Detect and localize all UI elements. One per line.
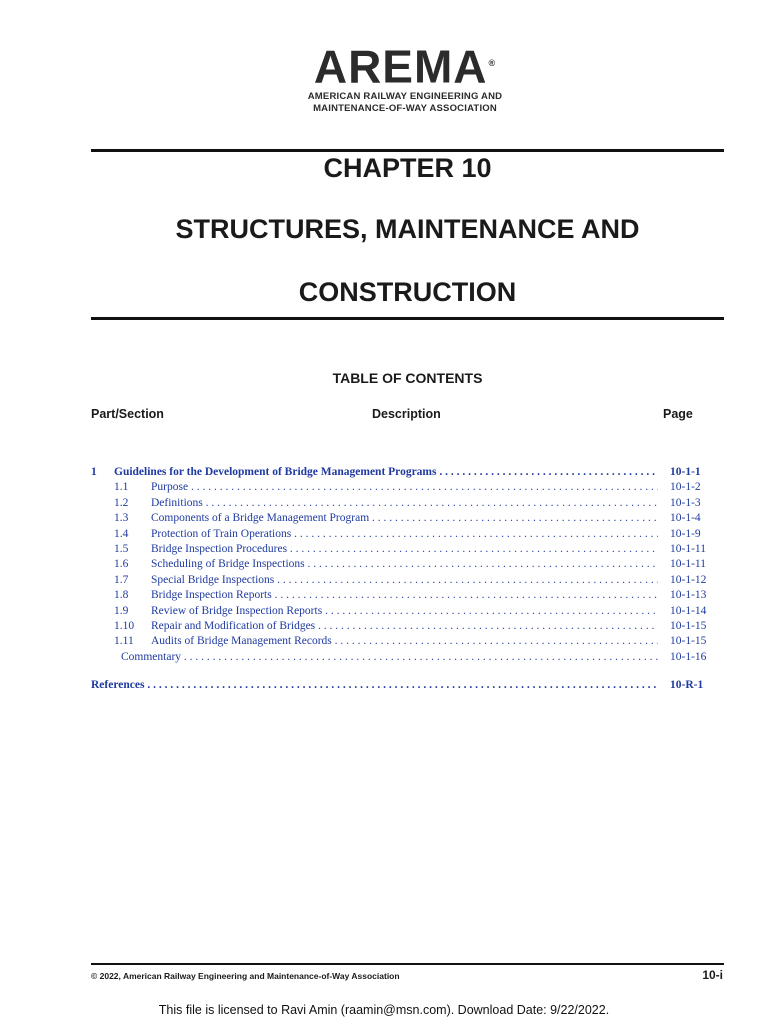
toc-entry-number: 1.9 xyxy=(114,604,129,617)
toc-entry-number: 1.8 xyxy=(114,589,129,602)
toc-entry-title[interactable]: Repair and Modification of Bridges . . . xyxy=(151,620,658,632)
toc-entry-title[interactable]: Audits of Bridge Management Records . . . xyxy=(151,635,658,647)
toc-entry-title[interactable]: Special Bridge Inspections . . . xyxy=(151,574,658,586)
toc-entry-page[interactable]: 10-1-14 xyxy=(670,604,707,617)
footer-rule xyxy=(91,963,724,965)
toc-entry-1-10[interactable] xyxy=(91,620,721,635)
toc-entry-1-11[interactable] xyxy=(91,635,721,650)
toc-entry-page[interactable]: 10-1-1 xyxy=(670,466,701,478)
toc-entry-page[interactable]: 10-1-15 xyxy=(670,635,707,648)
toc-entry-1-8[interactable] xyxy=(91,589,721,604)
logo-subtitle-line2: MAINTENANCE-OF-WAY ASSOCIATION xyxy=(313,103,497,115)
toc-entry-number: 1.6 xyxy=(114,558,129,571)
toc-entry-title[interactable]: References . . . xyxy=(91,679,658,691)
chapter-title-line1: STRUCTURES, MAINTENANCE AND xyxy=(175,214,640,244)
toc-entry-number: 1.1 xyxy=(114,481,129,494)
toc-entry-commentary[interactable] xyxy=(91,651,721,666)
toc-entry-number: 1.5 xyxy=(114,542,129,555)
toc-entry-title[interactable]: Review of Bridge Inspection Reports . . . xyxy=(151,605,658,617)
chapter-title-line2: CONSTRUCTION xyxy=(298,277,517,307)
toc-entry-title[interactable]: Scheduling of Bridge Inspections . . . xyxy=(151,558,658,570)
toc-entry-title[interactable]: Protection of Train Operations . . . xyxy=(151,528,658,540)
toc-entry-number: 1.10 xyxy=(114,619,135,632)
toc-entry-1-7[interactable] xyxy=(91,574,721,589)
logo-wordmark: AREMA xyxy=(313,40,488,93)
toc-entry-page[interactable]: 10-1-13 xyxy=(670,589,707,602)
toc-entry-title[interactable]: Purpose . . . xyxy=(151,481,658,493)
toc-entry-1-9[interactable] xyxy=(91,605,721,620)
header-bottom-rule xyxy=(91,317,724,320)
toc-entry-page[interactable]: 10-R-1 xyxy=(670,679,704,692)
col-header-page: Page xyxy=(663,407,693,421)
toc-list xyxy=(91,466,721,694)
toc-entry-1-1[interactable] xyxy=(91,481,721,496)
toc-entry-1-6[interactable] xyxy=(91,558,721,573)
toc-entry-title[interactable]: Definitions . . . xyxy=(151,497,658,509)
toc-entry-page[interactable]: 10-1-15 xyxy=(670,619,707,632)
toc-entry-1-3[interactable] xyxy=(91,512,721,527)
logo-registered-mark: ® xyxy=(488,58,497,68)
toc-entry-number: 1.4 xyxy=(114,527,129,540)
toc-entry-references[interactable] xyxy=(91,679,721,694)
toc-entry-page[interactable]: 10-1-2 xyxy=(670,481,701,494)
toc-entry-number: 1 xyxy=(91,466,97,478)
col-header-description: Description xyxy=(372,407,441,421)
toc-entry-page[interactable]: 10-1-4 xyxy=(670,512,701,525)
toc-entry-number: 1.3 xyxy=(114,512,129,525)
toc-entry-page[interactable]: 10-1-9 xyxy=(670,527,701,540)
logo-subtitle-line1: AMERICAN RAILWAY ENGINEERING AND xyxy=(307,91,503,103)
toc-entry-1-4[interactable] xyxy=(91,528,721,543)
header-top-rule xyxy=(91,149,724,152)
toc-entry-page[interactable]: 10-1-3 xyxy=(670,496,701,509)
toc-entry-title[interactable]: Components of a Bridge Management Program . . . xyxy=(151,512,658,524)
toc-entry-title[interactable]: Bridge Inspection Procedures . . . xyxy=(151,543,658,555)
toc-entry-page[interactable]: 10-1-11 xyxy=(670,542,706,555)
toc-entry-page[interactable]: 10-1-12 xyxy=(670,573,707,586)
toc-entry-page[interactable]: 10-1-16 xyxy=(670,650,707,663)
toc-entry-title[interactable]: Commentary . . . xyxy=(121,651,658,663)
footer-page-number: 10-i xyxy=(702,968,723,982)
toc-entry-title[interactable]: Bridge Inspection Reports . . . xyxy=(151,589,658,601)
toc-entry-number: 1.7 xyxy=(114,573,129,586)
license-notice: This file is licensed to Ravi Amin (raamin@msn.com). Download Date: 9/22/2022. xyxy=(158,1003,610,1017)
toc-entry-page[interactable]: 10-1-11 xyxy=(670,558,706,571)
toc-heading: TABLE OF CONTENTS xyxy=(332,370,483,386)
toc-entry-number: 1.11 xyxy=(114,635,134,648)
toc-entry-1-2[interactable] xyxy=(91,497,721,512)
col-header-part: Part/Section xyxy=(91,407,164,421)
toc-entry-1[interactable] xyxy=(91,466,721,481)
toc-entry-number: 1.2 xyxy=(114,496,129,509)
toc-entry-title[interactable]: Guidelines for the Development of Bridge Management Programs . . . xyxy=(114,466,658,478)
toc-entry-1-5[interactable] xyxy=(91,543,721,558)
footer-copyright: © 2022, American Railway Engineering and Maintenance-of-Way Association xyxy=(91,971,400,981)
arema-logo xyxy=(0,38,768,115)
chapter-number: CHAPTER 10 xyxy=(323,153,492,183)
